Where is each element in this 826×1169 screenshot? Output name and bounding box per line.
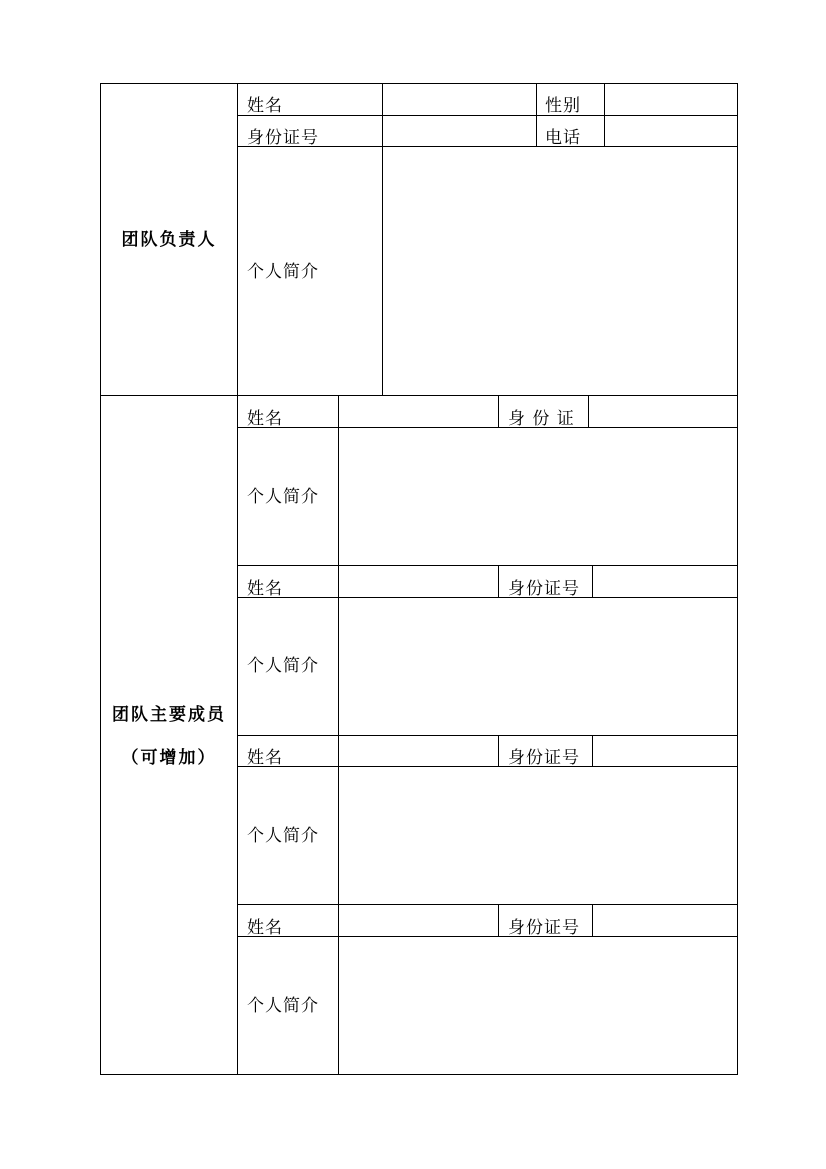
member-4-bio-label: 个人简介	[247, 996, 319, 1016]
leader-name-label: 姓名	[247, 96, 283, 116]
member-1-id-label: 身 份 证	[508, 409, 575, 429]
leader-bio-field[interactable]	[383, 147, 737, 394]
leader-id-field[interactable]	[383, 116, 535, 145]
member-3-id-field[interactable]	[593, 736, 737, 765]
member-3-bio-field[interactable]	[339, 767, 737, 904]
leader-id-label: 身份证号	[247, 128, 319, 148]
leader-col-divider-2	[536, 83, 537, 146]
members-section-subtitle: （可增加）	[121, 748, 217, 768]
leader-phone-label: 电话	[545, 128, 581, 148]
member-3-col-divider-2	[498, 735, 499, 766]
member-1-id-field[interactable]	[589, 396, 737, 426]
member-4-name-label: 姓名	[247, 918, 283, 938]
member-2-name-label: 姓名	[247, 579, 283, 599]
member-1-bio-label: 个人简介	[247, 487, 319, 507]
members-section-title: 团队主要成员	[112, 705, 226, 725]
member-2-col-divider-2	[498, 565, 499, 597]
leader-gender-label: 性别	[545, 96, 581, 116]
member-2-name-field[interactable]	[339, 566, 497, 596]
leader-bio-label: 个人简介	[247, 262, 319, 282]
member-4-bio-field[interactable]	[339, 937, 737, 1074]
member-2-bio-field[interactable]	[339, 598, 737, 734]
member-2-id-label: 身份证号	[508, 579, 580, 599]
member-4-col-divider-2	[498, 904, 499, 936]
member-2-id-field[interactable]	[593, 566, 737, 596]
member-2-bio-label: 个人简介	[247, 656, 319, 676]
member-3-name-field[interactable]	[339, 736, 497, 765]
member-4-id-field[interactable]	[593, 905, 737, 935]
member-1-name-label: 姓名	[247, 409, 283, 429]
member-3-name-label: 姓名	[247, 748, 283, 768]
member-4-name-field[interactable]	[339, 905, 497, 935]
leader-phone-field[interactable]	[605, 116, 737, 145]
section-divider-vertical	[237, 83, 238, 1075]
member-3-bio-label: 个人简介	[247, 826, 319, 846]
member-3-id-label: 身份证号	[508, 748, 580, 768]
leader-section-title: 团队负责人	[121, 230, 217, 250]
leader-name-field[interactable]	[383, 84, 535, 114]
leader-gender-field[interactable]	[605, 84, 737, 114]
member-1-col-divider-2	[498, 395, 499, 427]
member-4-id-label: 身份证号	[508, 918, 580, 938]
member-1-name-field[interactable]	[339, 396, 497, 426]
member-1-bio-field[interactable]	[339, 428, 737, 565]
